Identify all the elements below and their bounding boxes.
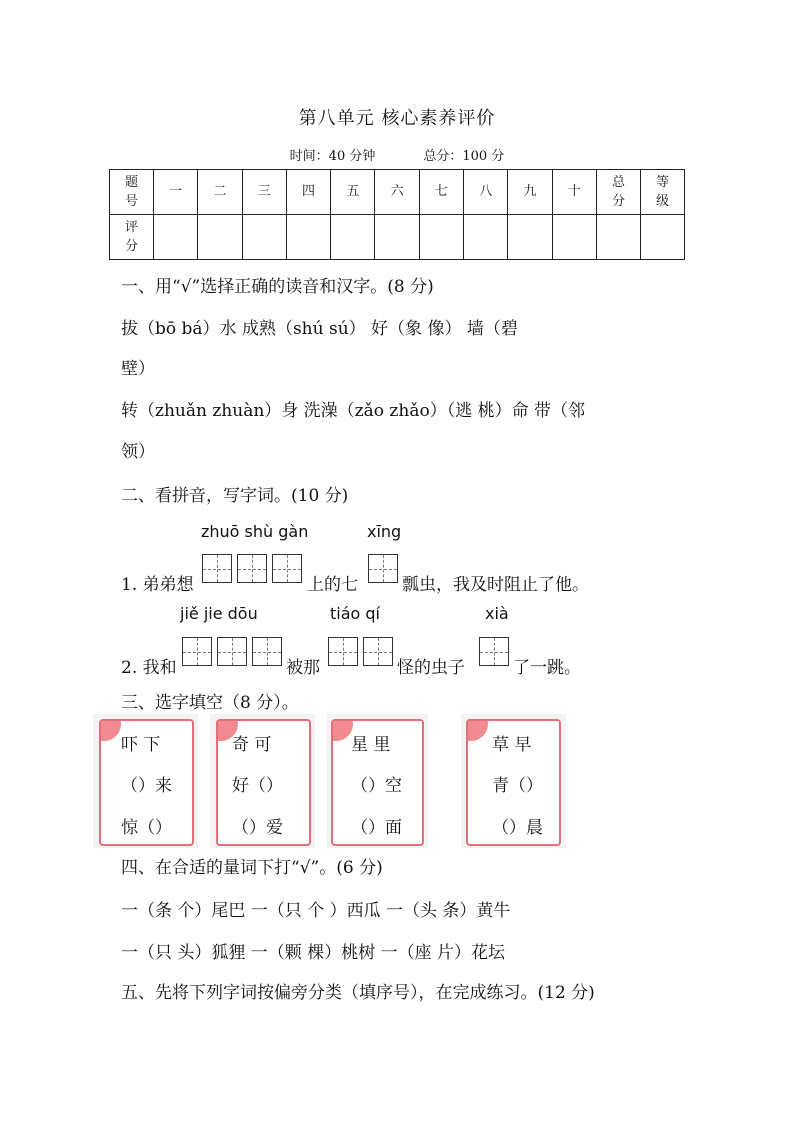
- card-blank[interactable]: （）面: [351, 818, 402, 838]
- q5-heading: 五、先将下列字词按偏旁分类（填序号），在完成练习。(12 分): [121, 983, 595, 1003]
- q4-line: 一（条 个）尾巴 一（只 个 ）西瓜 一（头 条）黄牛: [121, 901, 511, 921]
- card-choices: 草 早: [492, 735, 532, 755]
- writing-grid-box[interactable]: [479, 637, 509, 666]
- writing-grid-box[interactable]: [237, 554, 267, 583]
- score-cell[interactable]: [154, 215, 198, 260]
- writing-grid-box[interactable]: [328, 637, 358, 666]
- score-table-header-row: [110, 170, 685, 215]
- card-blank[interactable]: （）爱: [232, 818, 283, 838]
- score-cell[interactable]: [198, 215, 242, 260]
- q1-line: 转（zhuǎn zhuàn）身 洗澡（zǎo zhǎo）（逃 桃）命 带（邻: [121, 401, 585, 421]
- score-cell[interactable]: [242, 215, 286, 260]
- writing-grid-box[interactable]: [252, 637, 282, 666]
- card-blank[interactable]: （）晨: [492, 818, 543, 838]
- card-blank[interactable]: 青（）: [492, 776, 543, 796]
- card-blank[interactable]: 惊（）: [121, 818, 172, 838]
- column-header: 十: [552, 170, 596, 215]
- fill-card: [99, 719, 194, 846]
- card-choices: 吓 下: [121, 735, 161, 755]
- column-header: 三: [242, 170, 286, 215]
- corner-dot: [331, 719, 353, 741]
- score-table-score-row: [110, 215, 685, 260]
- corner-dot: [99, 719, 121, 741]
- q1-line: 壁）: [121, 359, 155, 379]
- row-label-cell: 评 分: [110, 215, 154, 260]
- column-header: 八: [464, 170, 508, 215]
- pinyin-label: zhuō shù gàn: [201, 522, 309, 541]
- card-blank[interactable]: 好（）: [232, 776, 283, 796]
- q2-item2-prefix: 2. 我和: [121, 658, 177, 678]
- column-header: 五: [331, 170, 375, 215]
- score-cell[interactable]: [286, 215, 330, 260]
- q1-line: 拔（bō bá）水 成熟（shú sú） 好（象 像） 墙（碧: [121, 319, 518, 339]
- pinyin-label: xīng: [367, 522, 402, 541]
- column-header: 二: [198, 170, 242, 215]
- q2-item2-mid: 被那: [286, 658, 320, 678]
- writing-grid-box[interactable]: [182, 637, 212, 666]
- writing-grid-box[interactable]: [202, 554, 232, 583]
- score-cell[interactable]: [641, 215, 685, 260]
- column-header: 四: [286, 170, 330, 215]
- writing-grid-box[interactable]: [368, 554, 398, 583]
- fill-card: [216, 719, 311, 846]
- fill-card: [466, 719, 561, 846]
- column-header: 九: [508, 170, 552, 215]
- column-header: 一: [154, 170, 198, 215]
- page-title: 第八单元 核心素养评价: [298, 108, 496, 129]
- exam-info: [0, 145, 794, 164]
- score-cell[interactable]: [375, 215, 419, 260]
- score-table: [109, 169, 685, 260]
- corner-dot: [466, 719, 488, 741]
- q2-item1-mid: 上的七: [307, 575, 358, 595]
- total-label-cell: 总 分: [597, 170, 641, 215]
- score-cell[interactable]: [552, 215, 596, 260]
- exam-time: 时间：40 分钟: [289, 149, 376, 164]
- score-cell[interactable]: [464, 215, 508, 260]
- writing-grid-box[interactable]: [217, 637, 247, 666]
- header-label-cell: 题 号: [110, 170, 154, 215]
- grade-label-cell: 等 级: [641, 170, 685, 215]
- score-cell[interactable]: [508, 215, 552, 260]
- card-choices: 星 里: [351, 735, 391, 755]
- score-cell[interactable]: [331, 215, 375, 260]
- q2-item1-suffix: 瓢虫，我及时阻止了他。: [402, 575, 589, 595]
- q1-heading: 一、用“√”选择正确的读音和汉字。(8 分): [121, 277, 434, 297]
- q3-heading: 三、选字填空（8 分）。: [121, 693, 299, 713]
- q2-heading: 二、看拼音，写字词。(10 分): [121, 486, 349, 506]
- score-cell[interactable]: [597, 215, 641, 260]
- card-blank[interactable]: （）空: [351, 776, 402, 796]
- pinyin-label: xià: [485, 604, 509, 623]
- q1-line: 领）: [121, 442, 155, 462]
- column-header: 六: [375, 170, 419, 215]
- pinyin-label: tiáo qí: [330, 604, 380, 623]
- writing-grid-box[interactable]: [272, 554, 302, 583]
- pinyin-label: jiě jie dōu: [180, 604, 258, 623]
- q2-item1-prefix: 1. 弟弟想: [121, 575, 194, 595]
- q4-line: 一（只 头）狐狸 一（颗 棵）桃树 一（座 片）花坛: [121, 943, 506, 963]
- score-cell[interactable]: [419, 215, 463, 260]
- card-blank[interactable]: （）来: [121, 776, 172, 796]
- fill-card: [331, 719, 424, 846]
- exam-total-score: 总分：100 分: [423, 149, 505, 164]
- card-choices: 奇 可: [232, 735, 272, 755]
- writing-grid-box[interactable]: [363, 637, 393, 666]
- column-header: 七: [419, 170, 463, 215]
- q4-heading: 四、在合适的量词下打“√”。(6 分): [121, 858, 383, 878]
- q2-item2-suffix: 了一跳。: [513, 658, 581, 678]
- q2-item2-mid: 怪的虫子: [397, 658, 465, 678]
